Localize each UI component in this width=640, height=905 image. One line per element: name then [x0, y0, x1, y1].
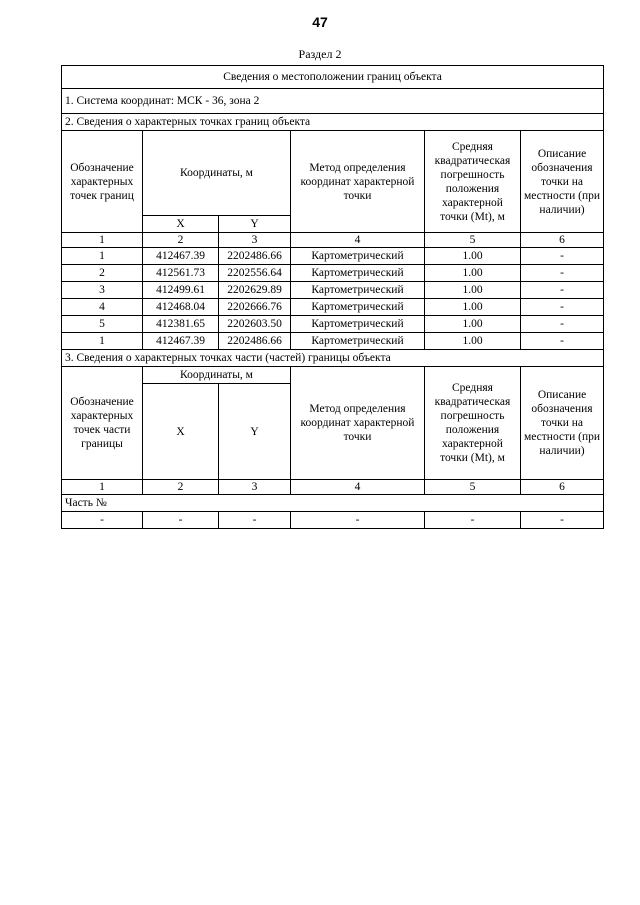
column-number: 3 — [219, 233, 291, 248]
points-section-header: 2. Сведения о характерных точках границ объекта — [62, 114, 604, 131]
point-description: - — [521, 316, 604, 333]
point-id: 5 — [62, 316, 143, 333]
parts-col-coordinates: Координаты, м — [143, 367, 291, 384]
section-label: Раздел 2 — [298, 47, 342, 61]
column-number: 5 — [425, 233, 521, 248]
point-y: 2202486.66 — [219, 248, 291, 265]
point-id: 3 — [62, 282, 143, 299]
table-row — [62, 333, 604, 350]
point-id: 2 — [62, 265, 143, 282]
point-description: - — [521, 282, 604, 299]
parts-col-x: X — [143, 384, 219, 480]
table-row — [62, 299, 604, 316]
parts-column-number-row — [62, 480, 604, 495]
parts-col-error: Средняя квадратическая погрешность положения характерной точки (Mt), м — [425, 367, 521, 480]
col-x: X — [143, 216, 219, 233]
point-y: 2202666.76 — [219, 299, 291, 316]
part-cell: - — [62, 512, 143, 529]
point-error: 1.00 — [425, 299, 521, 316]
column-number: 1 — [62, 480, 143, 495]
point-y: 2202556.64 — [219, 265, 291, 282]
part-cell: - — [143, 512, 219, 529]
point-description: - — [521, 333, 604, 350]
col-y: Y — [219, 216, 291, 233]
point-method: Картометрический — [291, 282, 425, 299]
point-error: 1.00 — [425, 282, 521, 299]
point-x: 412381.65 — [143, 316, 219, 333]
point-method: Картометрический — [291, 248, 425, 265]
boundary-table — [61, 65, 604, 529]
point-method: Картометрический — [291, 265, 425, 282]
part-cell: - — [219, 512, 291, 529]
col-description: Описание обозначения точки на местности (при наличии) — [521, 131, 604, 233]
point-description: - — [521, 265, 604, 282]
parts-section-header: 3. Сведения о характерных точках части (частей) границы объекта — [62, 350, 604, 367]
table-row — [62, 316, 604, 333]
point-x: 412468.04 — [143, 299, 219, 316]
column-number: 2 — [143, 480, 219, 495]
point-y: 2202486.66 — [219, 333, 291, 350]
point-y: 2202603.50 — [219, 316, 291, 333]
column-number: 6 — [521, 233, 604, 248]
point-method: Картометрический — [291, 333, 425, 350]
parts-col-y: Y — [219, 384, 291, 480]
coordinate-system: 1. Система координат: МСК - 36, зона 2 — [62, 89, 604, 114]
col-method: Метод определения координат характерной точки — [291, 131, 425, 233]
table-row — [62, 512, 604, 529]
point-x: 412467.39 — [143, 333, 219, 350]
table-row — [62, 282, 604, 299]
parts-col-description: Описание обозначения точки на местности (при наличии) — [521, 367, 604, 480]
point-error: 1.00 — [425, 316, 521, 333]
col-coordinates: Координаты, м — [143, 131, 291, 216]
part-cell: - — [291, 512, 425, 529]
point-x: 412499.61 — [143, 282, 219, 299]
column-number: 5 — [425, 480, 521, 495]
col-designation: Обозначение характерных точек границ — [62, 131, 143, 233]
point-error: 1.00 — [425, 265, 521, 282]
parts-col-designation: Обозначение характерных точек части границы — [62, 367, 143, 480]
part-cell: - — [425, 512, 521, 529]
point-error: 1.00 — [425, 248, 521, 265]
column-number: 2 — [143, 233, 219, 248]
column-number-row — [62, 233, 604, 248]
column-number: 6 — [521, 480, 604, 495]
table-title: Сведения о местоположении границ объекта — [62, 66, 604, 89]
table-row — [62, 265, 604, 282]
point-id: 1 — [62, 248, 143, 265]
point-id: 1 — [62, 333, 143, 350]
column-number: 4 — [291, 480, 425, 495]
point-description: - — [521, 299, 604, 316]
point-x: 412467.39 — [143, 248, 219, 265]
point-method: Картометрический — [291, 316, 425, 333]
column-number: 4 — [291, 233, 425, 248]
column-number: 1 — [62, 233, 143, 248]
table-row — [62, 248, 604, 265]
parts-col-method: Метод определения координат характерной точки — [291, 367, 425, 480]
point-method: Картометрический — [291, 299, 425, 316]
part-cell: - — [521, 512, 604, 529]
point-id: 4 — [62, 299, 143, 316]
point-error: 1.00 — [425, 333, 521, 350]
point-x: 412561.73 — [143, 265, 219, 282]
col-error: Средняя квадратическая погрешность положения характерной точки (Mt), м — [425, 131, 521, 233]
page-number: 47 — [312, 14, 328, 30]
point-description: - — [521, 248, 604, 265]
part-label: Часть № — [62, 495, 604, 512]
point-y: 2202629.89 — [219, 282, 291, 299]
column-number: 3 — [219, 480, 291, 495]
